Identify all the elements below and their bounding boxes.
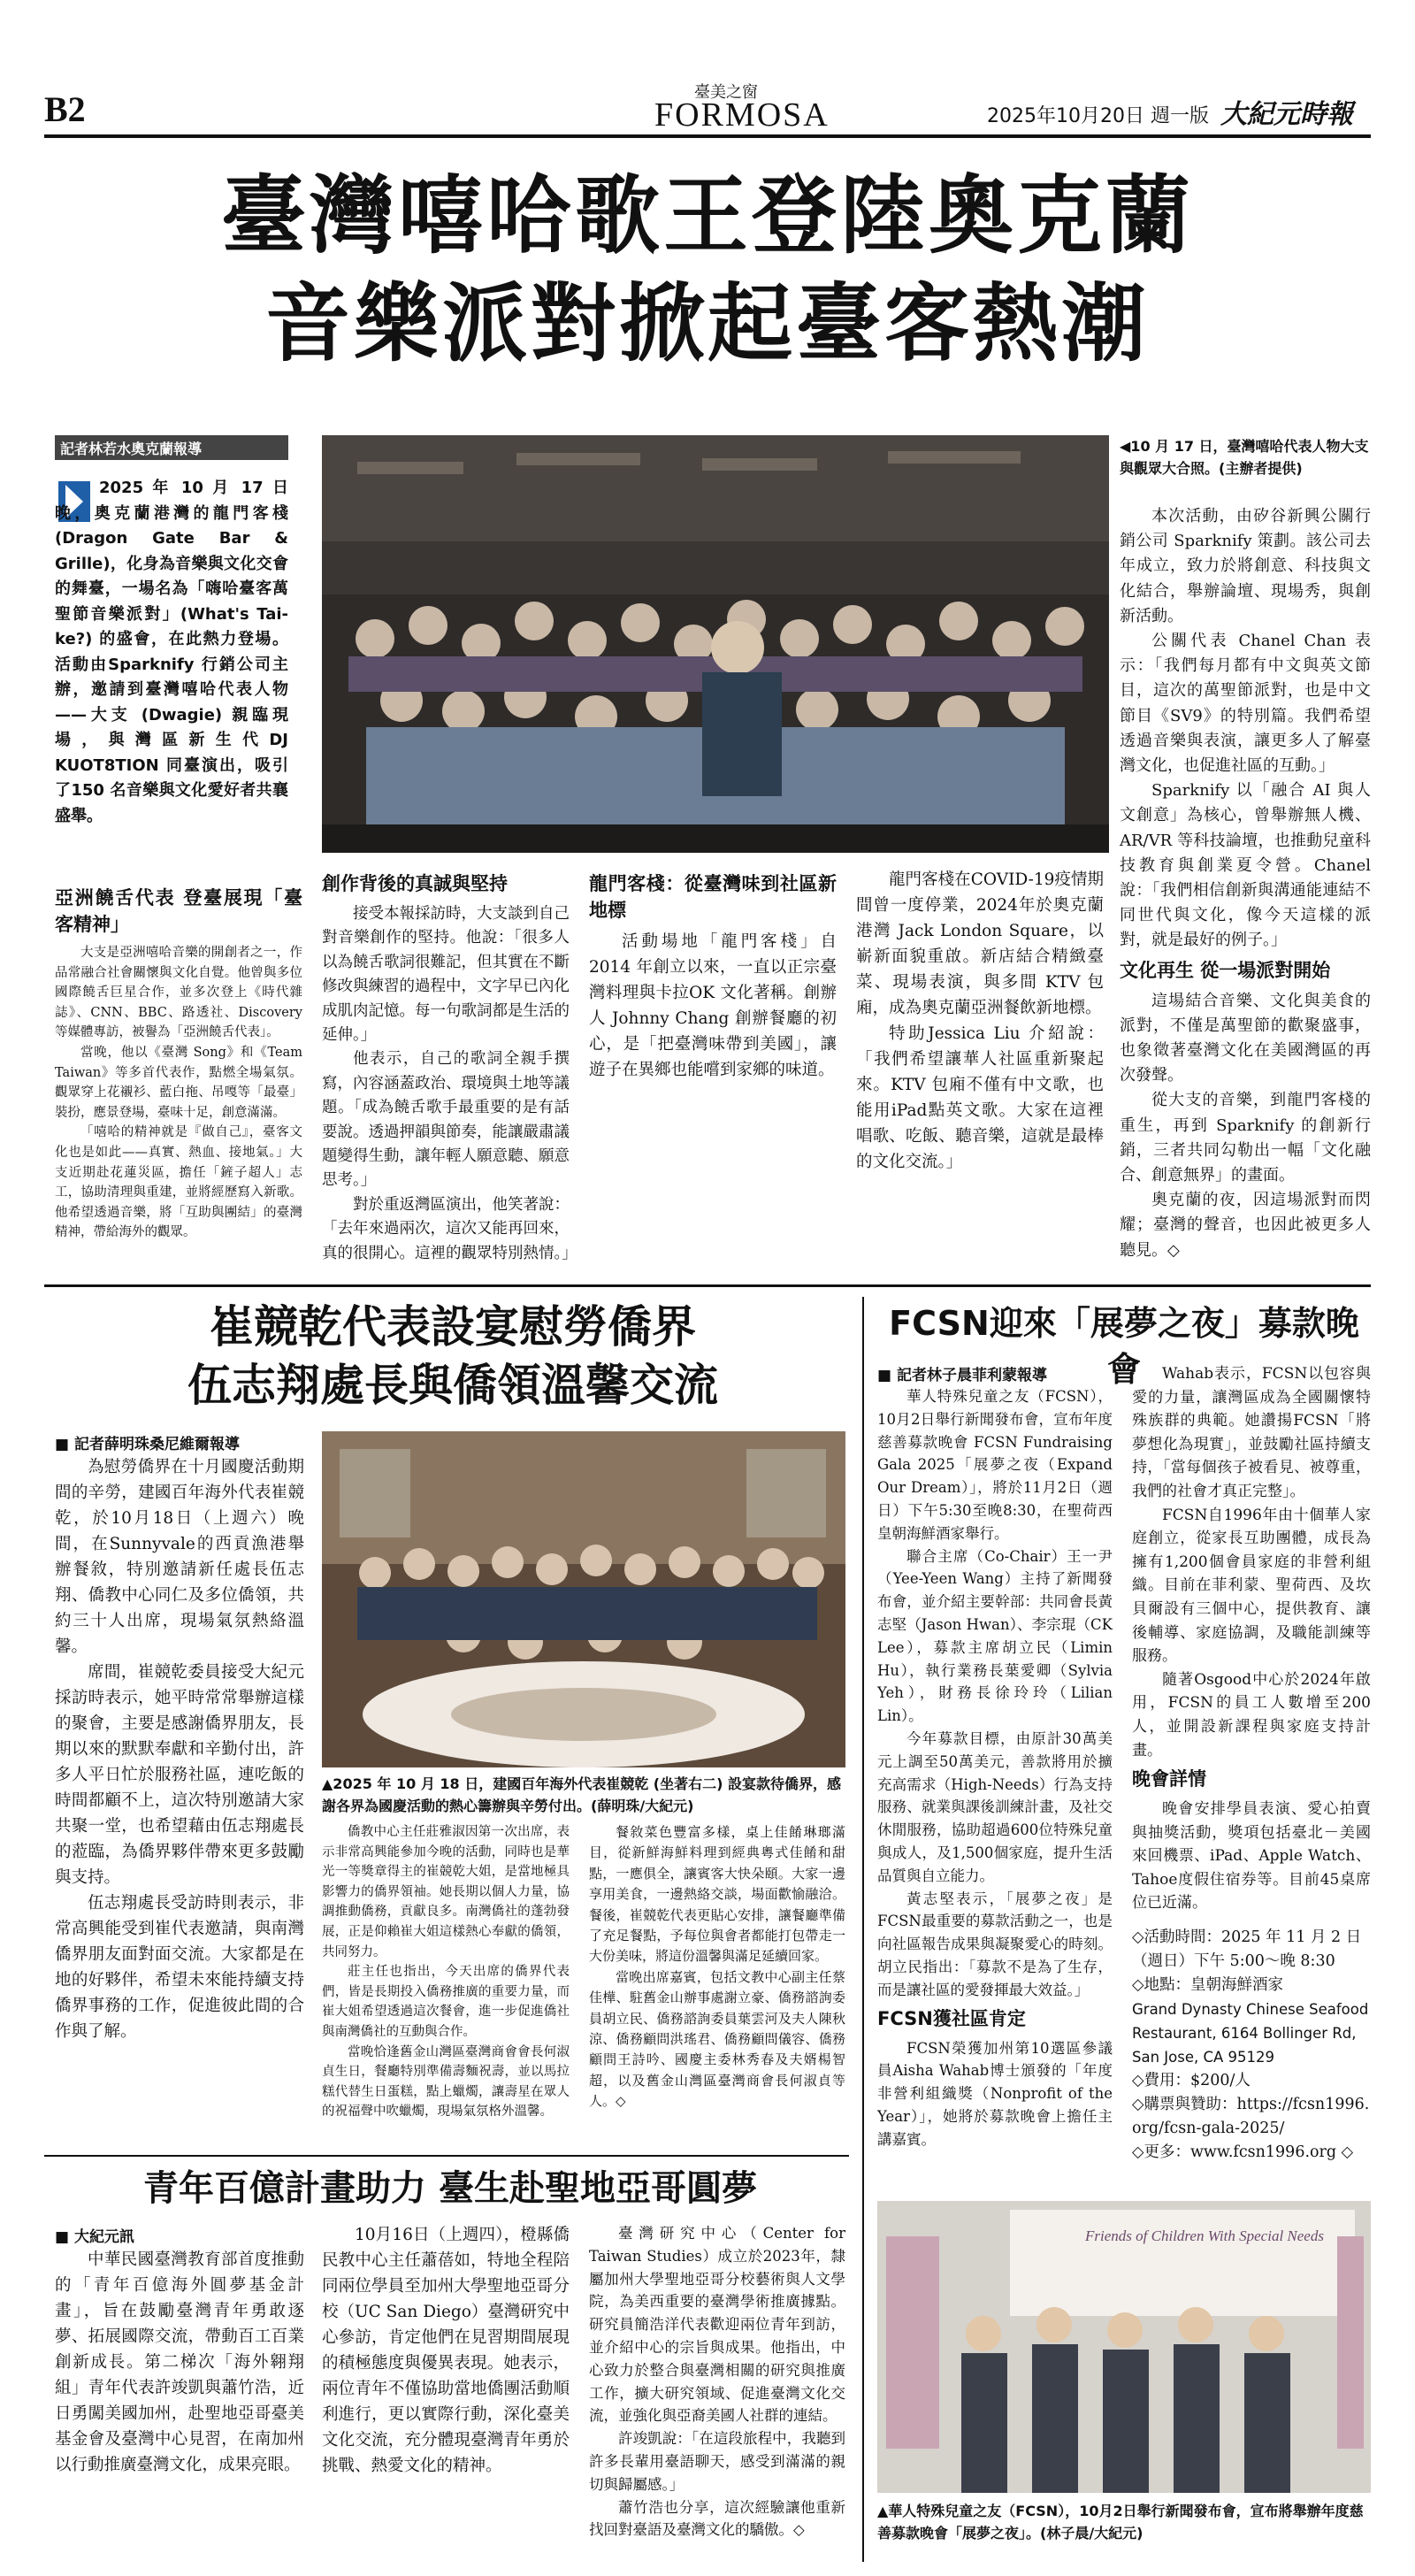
story2-p6: 當晚恰逢舊金山灣區臺灣商會會長何淑貞生日，餐廳特別準備壽麵祝壽，並以馬拉糕代替生日蛋糕，點上蠟燭，讓壽星在眾人的祝福聲中吹蠟燭，現場氣氛格外溫馨。: [322, 2044, 570, 2120]
page-number: B2: [44, 89, 86, 129]
story2-p7: 餐敘菜色豐富多樣，桌上佳餚琳瑯滿目，從新鮮海鮮料理到經典粵式佳餚和甜點，一應俱全，讓賓客大快朵頤。大家一邊享用美食，一邊熱絡交談，場面歡愉融洽。餐後，崔競乾代表更貼心安排，讓餐廳準備了充足餐點，予每位與會者都能打包帶走一大份美味，將這份溫馨與滿足延續回家。: [589, 1824, 845, 1965]
masthead: [44, 76, 1371, 138]
story1-photo: [322, 435, 1109, 853]
story3-photo-banner: Friends of Children With Special Needs: [1085, 2227, 1324, 2244]
column-divider: [862, 1297, 864, 2562]
story4-col3: [589, 2222, 845, 2542]
story1-col4-p3: Sparknify 以「融合 AI 與人文創意」為核心，曾舉辦無人機、AR/VR 等科技論壇，也推動兒童科技教育與創業夏令營。Chanel 說：「我們相信創新與溝通能連結不同世代與文化，像今天這樣的派對，就是最好的例子。」: [1120, 781, 1371, 950]
story3-p2: 聯合主席（Co-Chair）王一尹（Yee-Yeen Wang）主持了新聞發布會，並介紹主要幹部：共同會長黃志堅（Jason Hwan）、李宗琨（CK Lee），募款主席胡立民（Limin Hu），執行業務長葉愛卿（Sylvia Yeh），財務長徐玲玲（Lilian Lin）。: [877, 1547, 1113, 1725]
story3-subhead2: 晚會詳情: [1132, 1768, 1206, 1790]
story3-p1: 華人特殊兒童之友（FCSN），10月2日舉行新聞發布會，宣布年度慈善募款晚會 FCSN Fundraising Gala 2025「展夢之夜（Expand Our Dream）」，將於11月2日（週日）下午5:30至晚8:30，在聖荷西皇朝海鮮酒家舉行。: [877, 1388, 1113, 1542]
story3-p9: 晚會安排學員表演、愛心拍賣與抽獎活動，獎項包括臺北－美國來回機票、iPad、Apple Watch、Tahoe度假住宿券等。目前45桌席位已近滿。: [1132, 1800, 1371, 1913]
story4-col1: [55, 2247, 304, 2478]
story1-col1-p1: 大支是亞洲嘻哈音樂的開創者之一，作品常融合社會關懷與文化自覺。他曾與多位國際饒舌巨星合作，並多次登上《時代雜誌》、CNN、BBC、路透社、Discovery 等媒體專訪，被譽為「亞洲饒舌代表」。: [55, 946, 302, 1040]
story1-col5-p2: 從大支的音樂，到龍門客棧的重生，再到 Sparknify 的創新行銷，三者共同勾勒出一幅「文化融合、創意無界」的畫面。: [1120, 1091, 1371, 1185]
story3-info-place: ◇地點：皇朝海鮮酒家: [1132, 1976, 1283, 1995]
story2-byline: ■ 記者薛明珠桑尼維爾報導: [55, 1431, 240, 1453]
story4-headline: 青年百億計畫助力 臺生赴聖地亞哥圓夢: [143, 2168, 757, 2209]
story3-p8: 隨著Osgood中心於2024年啟用，FCSN的員工人數增至200人，並開設新課程與家庭支持計畫。: [1132, 1670, 1371, 1760]
section-divider: [44, 1284, 1371, 1287]
story3-info-more: ◇更多：www.fcsn1996.org ◇: [1132, 2143, 1354, 2162]
story1-col3b: [856, 867, 1104, 1175]
story3-info: [1132, 1926, 1371, 2165]
story3-info-fee: ◇費用：$200/人: [1132, 2072, 1251, 2090]
story3-info-ticket: ◇購票與贊助：https://fcsn1996.org/fcsn-gala-2025/: [1132, 2096, 1370, 2138]
story2-p5: 莊主任也指出，今天出席的僑界代表們，皆是長期投入僑務推廣的重要力量，而崔大姐希望透過這次餐會，進一步促進僑社與南灣僑社的互動與合作。: [322, 1965, 570, 2039]
story1-col3-p3: 特助Jessica Liu 介紹說：「我們希望讓華人社區重新聚起來。KTV 包廂不僅有中文歌，也能用iPad點英文歌。大家在這裡唱歌、吃飯、聽音樂，這就是最棒的文化交流。」: [856, 1024, 1104, 1171]
story4-byline: ■ 大紀元訊: [55, 2224, 134, 2246]
story1-col2-p3: 對於重返灣區演出，他笑著說：「去年來過兩次，這次又能再回來，真的很開心。這裡的觀眾特別熱情。」: [322, 1195, 577, 1262]
story4-p5: 蕭竹浩也分享，這次經驗讓他重新找回對臺語及臺灣文化的驕傲。◇: [589, 2498, 845, 2539]
story1-col3: [589, 867, 837, 1083]
story1-lead-box: [55, 435, 288, 867]
story4-p4: 許竣凱說：「在這段旅程中，我聽到許多長輩用臺語聊天，感受到滿滿的親切與歸屬感。」: [589, 2430, 845, 2493]
story1-headline-line1: 臺灣嘻哈歌王登陸奧克蘭: [221, 166, 1194, 265]
section-name-cn: 臺美之窗: [694, 83, 758, 102]
story2-col1: [55, 1454, 304, 2044]
story1-col1-p2: 當晚，他以《臺灣 Song》和《Team Taiwan》等多首代表作，點燃全場氣氛。觀眾穿上花襯衫、藍白拖、吊嘎等「最臺」裝扮，應景登場，臺味十足，創意滿滿。: [55, 1045, 302, 1120]
story2-p4: 僑教中心主任莊雅淑因第一次出席，表示非常高興能參加今晚的活動，同時也是華光一等獎章得主的崔競乾大姐，是當地極具影響力的僑界領袖。她長期以個人力量，協調推動僑務，貢獻良多。南灣僑社的蓬勃發展，正是仰賴崔大姐這樣熱心奉獻的僑領，共同努力。: [322, 1825, 570, 1959]
story3-p5: FCSN榮獲加州第10選區參議員Aisha Wahab博士頒發的「年度非營利組織獎（Nonprofit of the Year）」，她將於募款晚會上擔任主講嘉賓。: [877, 2039, 1113, 2148]
story3-p3: 今年募款目標，由原計30萬美元上調至50萬美元，善款將用於擴充高需求（High-Needs）行為支持服務、就業與課後訓練計畫，及社交休閒服務，協助超過600位特殊兒童與成人，及1,500個家庭，提升生活品質與自立能力。: [877, 1729, 1113, 1884]
story1-col4-p2: 公關代表 Chanel Chan 表示：「我們每月都有中文與英文節目，這次的萬聖節派對，也是中文節目《SV9》的特別篇。我們希望透過音樂與表演，讓更多人了解臺灣文化，也促進社區的互動。」: [1120, 632, 1371, 776]
story1-col4-p1: 本次活動，由矽谷新興公關行銷公司 Sparknify 策劃。該公司去年成立，致力於將創意、科技與文化結合，舉辦論壇、現場秀，與創新活動。: [1120, 507, 1371, 625]
story1-headline-line2: 音樂派對掀起臺客熱潮: [265, 274, 1150, 373]
story1-col2-p1: 接受本報採訪時，大支談到自己對音樂創作的堅持。他說：「很多人以為饒舌歌詞很難記，但其實在不斷修改與練習的過程中，文字早已內化成肌肉記憶。每一句歌詞都是生活的延伸。」: [322, 905, 570, 1045]
story1-col1: [55, 881, 302, 1243]
story1-byline: 記者林若水奧克蘭報導: [55, 435, 288, 460]
story3-p6: Wahab表示，FCSN以包容與愛的力量，讓灣區成為全國關懷特殊族群的典範。她讚揚FCSN「將夢想化為現實」，並鼓勵社區持續支持，「當每個孩子被看見、被尊重，我們的社會才真正完整」。: [1132, 1365, 1371, 1500]
story3-p7: FCSN自1996年由十個華人家庭創立，從家長互助團體，成長為擁有1,200個會員家庭的非營利組織。目前在菲利蒙、聖荷西、及坎貝爾設有三個中心，提供教育、讓後輔導、家庭協調，及職能訓練等服務。: [1132, 1506, 1371, 1666]
story1-col3-p2: 龍門客棧在COVID-19疫情期間曾一度停業，2024年於奧克蘭港灣 Jack London Square，以嶄新面貌重啟。新店結合精緻臺菜、現場表演，與多間 KTV 包廂，成為奧克蘭亞洲餐飲新地標。: [856, 870, 1104, 1017]
story2-photo-caption: ▲2025 年 10 月 18 日，建國百年海外代表崔競乾 (坐著右二) 設宴款待僑界，感謝各界為國慶活動的熱心籌辦與辛勞付出。(薛明珠/大紀元): [322, 1775, 841, 1814]
story1-col2: [322, 867, 577, 1266]
story1-col3-p1: 活動場地「龍門客棧」自2014 年創立以來，一直以正宗臺灣料理與卡拉OK 文化著稱。創辦人 Johnny Chang 創辦餐廳的初心，是「把臺灣味帶到美國」，讓遊子在異鄉也能嚐到家鄉的味道。: [589, 932, 837, 1079]
story4-p2: 10月16日（上週四），橙縣僑民教中心主任蕭蓓如，特地全程陪同兩位學員至加州大學聖地亞哥分校（UC San Diego）臺灣研究中心參訪，肯定他們在見習期間展現的積極態度與優異表現。她表示，兩位青年不僅協助當地僑團活動順利進行，更以實際行動，深化臺美文化交流，充分體現臺灣青年勇於挑戰、熱愛文化的精神。: [322, 2226, 570, 2475]
story2-headline-line2: 伍志翔處長與僑領溫馨交流: [187, 1360, 718, 1411]
story2-col3: [589, 1822, 845, 2112]
story4-col2: [322, 2222, 570, 2479]
story4-p1: 中華民國臺灣教育部首度推動的「青年百億海外圓夢基金計畫」，旨在鼓勵臺灣青年勇敢逐夢、拓展國際交流，帶動百工百業創新成長。第二梯次「海外翱翔組」青年代表許竣凱與蕭竹浩，近日勇闖美國加州，赴聖地亞哥臺美基金會及臺灣中心見習，在南加州以行動推廣臺灣文化，成果亮眼。: [55, 2250, 304, 2474]
story2-p8: 當晚出席嘉賓，包括文教中心副主任蔡佳樺、駐舊金山辦事處謝立豪、僑務諮詢委員胡立民、僑務諮詢委員葉雲河及夫人陳秋涼、僑務顧問洪瑤君、僑務顧問儀容、僑務顧問王詩吟、國慶主委林秀春及夫婿楊智超，以及舊金山灣區臺灣商會長何淑貞等人。◇: [589, 1968, 845, 2110]
story1-col5-p1: 這場結合音樂、文化與美食的派對，不僅是萬聖節的歡聚盛事，也象徵著臺灣文化在美國灣區的再次發聲。: [1120, 991, 1371, 1085]
story2-col2: [322, 1822, 570, 2122]
story3-info-place-en: Grand Dynasty Chinese Seafood Restaurant, 6164 Bollinger Rd, San Jose, CA 95129: [1132, 2001, 1369, 2066]
story1-col3-subhead: 龍門客棧：從臺灣味到社區新地標: [589, 873, 837, 921]
story2-p1: 為慰勞僑界在十月國慶活動期間的辛勞，建國百年海外代表崔競乾，於10月18日（上週六）晚間，在Sunnyvale的西貢漁港舉辦餐敘，特別邀請新任處長伍志翔、僑教中心同仁及多位僑領，共約三十人出席，現場氣氛熱絡溫馨。: [55, 1458, 304, 1656]
story3-headline: FCSN迎來「展夢之夜」募款晚會: [889, 1304, 1359, 1389]
story1-col2-p2: 他表示，自己的歌詞全親手撰寫，內容涵蓋政治、環境與土地等議題。「成為饒舌歌手最重要的是有話要說。透過押韻與節奏，能讓嚴肅議題變得生動，讓年輕人願意聽、願意思考。」: [322, 1050, 570, 1190]
story3-byline: ■ 記者林子晨菲利蒙報導: [877, 1362, 1047, 1384]
story1-photo-caption: ◀10 月 17 日，臺灣嘻哈代表人物大支與觀眾大合照。(主辦者提供): [1120, 438, 1369, 477]
story3-p4: 黃志堅表示，「展夢之夜」是FCSN最重要的募款活動之一，也是向社區報告成果與凝聚愛心的時刻。胡立民指出：「募款不是為了生存，而是讓社區的愛發揮最大效益。」: [877, 1890, 1113, 1998]
story2-p2: 席間，崔競乾委員接受大紀元採訪時表示，她平時常常舉辦這樣的聚會，主要是感謝僑界朋友，長期以來的默默奉獻和辛勤付出，許多人平日忙於服務社區，連吃飯的時間都顧不上，這次特別邀請大家共聚一堂，也希望藉由伍志翔處長的蒞臨，為僑界夥伴帶來更多鼓勵與支持。: [55, 1663, 304, 1887]
story1-col4: [1120, 504, 1371, 1263]
story1-col2-subhead: 創作背後的真誠與堅持: [322, 873, 508, 894]
story3-subhead: FCSN獲社區肯定: [877, 2007, 1026, 2029]
issue-date: 2025年10月20日 週一版: [987, 105, 1209, 127]
story4-divider: [44, 2155, 849, 2157]
story1-col1-p3: 「嘻哈的精神就是『做自己』，臺客文化也是如此——真實、熱血、接地氣。」大支近期赴花蓮災區，擔任「鏟子超人」志工，協助清理與重建，並將經歷寫入新歌。他希望透過音樂，將「互助與團結」的臺灣精神，帶給海外的觀眾。: [55, 1125, 302, 1240]
paper-logo: 大紀元時報: [1220, 99, 1353, 130]
story4-p3: 臺灣研究中心（Center for Taiwan Studies）成立於2023年，隸屬加州大學聖地亞哥分校藝術與人文學院，為美西重要的臺灣學術推廣據點。研究員簡浩洋代表歡迎兩位青年到訪，並介紹中心的宗旨與成果。他指出，中心致力於整合與臺灣相關的研究與推廣工作，擴大研究領域、促進臺灣文化交流，並強化與亞裔美國人社群的連結。: [589, 2225, 845, 2425]
story2-p3: 伍志翔處長受訪時則表示，非常高興能受到崔代表邀請，與南灣僑界朋友面對面交流。大家都是在地的好夥伴，希望未來能持續支持僑界事務的工作，促進彼此間的合作與了解。: [55, 1894, 304, 2041]
story1-col5-p3: 奧克蘭的夜，因這場派對而閃耀；臺灣的聲音，也因此被更多人聽見。◇: [1120, 1191, 1371, 1260]
story3-col1: [877, 1385, 1113, 2151]
story3-photo: [877, 2201, 1371, 2493]
story1-col5-subhead: 文化再生 從一場派對開始: [1120, 959, 1331, 981]
section-name-en: FORMOSA: [654, 96, 830, 134]
story1-col1-subhead: 亞洲饒舌代表 登臺展現「臺客精神」: [55, 887, 302, 935]
story3-photo-caption: ▲華人特殊兒童之友（FCSN），10月2日舉行新聞發布會，宣布將舉辦年度慈善募款晚會「展夢之夜」。(林子晨/大紀元): [877, 2503, 1364, 2542]
story2-headline-line1: 崔競乾代表設宴慰勞僑界: [210, 1301, 696, 1353]
story3-info-time: ◇活動時間：2025 年 11 月 2 日（週日）下午 5:00～晚 8:30: [1132, 1928, 1362, 1971]
story1-lead: 2025 年 10 月 17 日晚，奧克蘭港灣的龍門客棧 (Dragon Gate Bar & Grille)，化身為音樂與文化交會的舞臺，一場名為「嗨哈臺客萬聖節音樂派對」(What's Tai-ke?) 的盛會，在此熱力登場。活動由Sparknify 行銷公司主辦，邀請到臺灣嘻哈代表人物——大支 (Dwagie) 親臨現場，與灣區新生代DJ KUOT8TION 同臺演出，吸引了150 名音樂與文化愛好者共襄盛舉。: [55, 479, 288, 825]
story2-photo: [322, 1431, 845, 1767]
story3-col2: [1132, 1362, 1371, 2165]
